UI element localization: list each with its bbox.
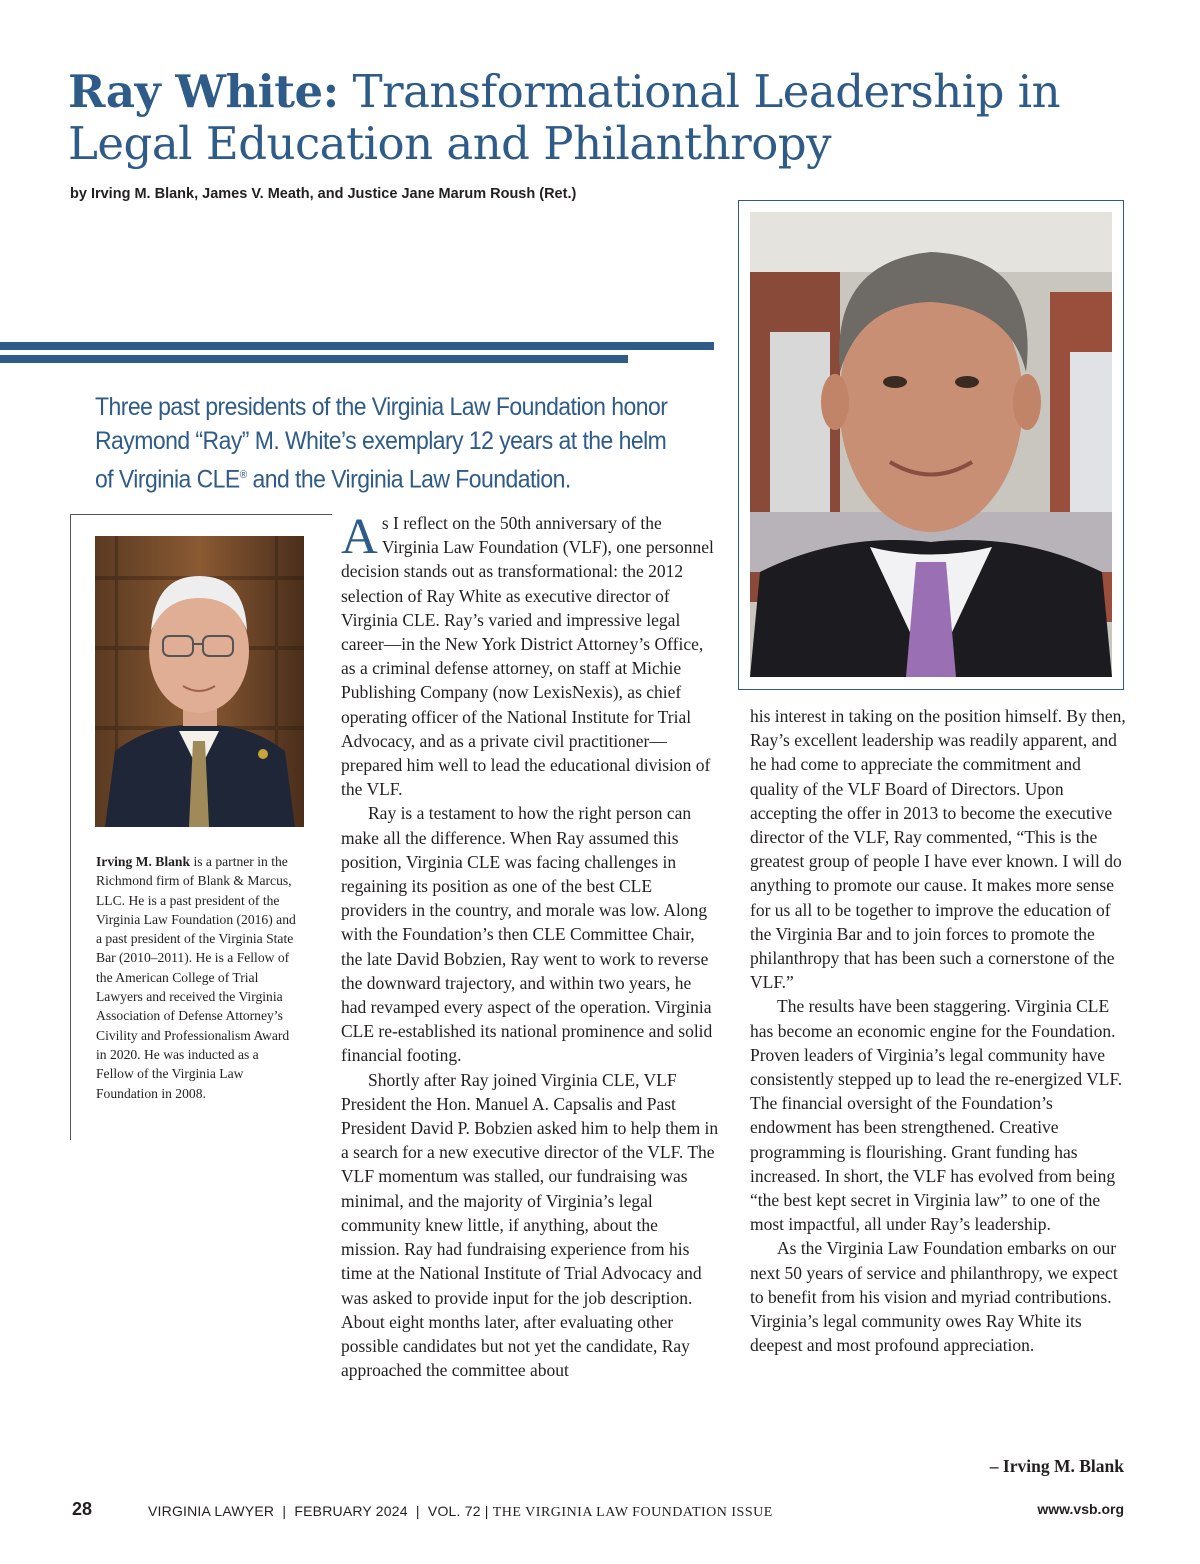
sidebar-left-rule bbox=[70, 514, 71, 1140]
deck-text-1: Three past presidents of the Virginia Law Foundation honor Raymond “Ray” M. White’s exemplary 12 years at the helm of Virginia CLE bbox=[95, 393, 668, 494]
paragraph-4: his interest in taking on the position himself. By then, Ray’s excellent leadership was readily apparent, and he had come to appreciate the commitment and quality of the VLF Board of Directors. Upon accepting the offer in 2013 to become the executive director of the VLF, Ray commented, “This is the greatest group of people I have ever known. I will do anything to promote our cause. It makes more sense for us all to be together to improve the education of the Virginia Bar and to join forces to promote the philanthropy that has been such a cornerstone of the VLF.” bbox=[750, 706, 1126, 993]
title-name: Ray White: bbox=[68, 65, 339, 118]
sidebar-top-rule bbox=[70, 514, 332, 515]
body-column-2 bbox=[750, 704, 1128, 1357]
author-bio bbox=[96, 852, 296, 1103]
bio-name: Irving M. Blank bbox=[96, 854, 191, 869]
byline: by Irving M. Blank, James V. Meath, and Justice Jane Marum Roush (Ret.) bbox=[70, 186, 577, 202]
body-column-1 bbox=[341, 511, 719, 1382]
title-rest: Transformational Leadership in Legal Education and Philanthropy bbox=[68, 65, 1061, 170]
signoff: – Irving M. Blank bbox=[989, 1456, 1124, 1476]
footer-issue: THE VIRGINIA LAW FOUNDATION ISSUE bbox=[492, 1505, 773, 1520]
paragraph-6: As the Virginia Law Foundation embarks on our next 50 years of service and philanthropy, we expect to benefit from his vision and myriad contributions. Virginia’s legal community owes Ray White its deepest and most profound appreciation. bbox=[750, 1238, 1118, 1356]
paragraph-2: Ray is a testament to how the right person can make all the difference. When Ray assumed this position, Virginia CLE was facing challenges in regaining its position as one of the best CLE providers in the country, and morale was low. Along with the Foundation’s then CLE Committee Chair, the late David Bobzien, Ray went to work to reverse the downward trajectory, and within two years, he had revamped every aspect of the operation. Virginia CLE re-established its national prominence and solid financial footing. bbox=[341, 803, 713, 1066]
paragraph-1-text: s I reflect on the 50th anniversary of the Virginia Law Foundation (VLF), one personnel decision stands out as transformational: the 2012 selection of Ray White as executive director of Virginia CLE. Ray’s varied and impressive legal career—in the New York District Attorney’s Office, as a criminal defense attorney, on staff at Michie Publishing Company (now LexisNexis), as chief operating officer of the National Institute for Trial Advocacy, and as a private civil practitioner—prepared him well to lead the educational division of the VLF. bbox=[341, 513, 714, 800]
registered-mark: ® bbox=[239, 469, 247, 481]
drop-cap: A bbox=[341, 509, 378, 565]
paragraph-5: The results have been staggering. Virginia CLE has become an economic engine for the Foundation. Proven leaders of Virginia’s legal community have consistently stepped up to lead the re-energized VLF. The financial oversight of the Foundation’s endowment has been strengthened. Creative programming is flourishing. Grant funding has increased. In short, the VLF has evolved from being “the best kept secret in Virginia law” to one of the most impactful, all under Ray’s leadership. bbox=[750, 996, 1123, 1235]
ray-white-portrait-photo bbox=[750, 212, 1112, 677]
footer-url: www.vsb.org bbox=[1037, 1501, 1124, 1517]
bio-text: is a partner in the Richmond firm of Blank & Marcus, LLC. He is a past president of the Virginia Law Foundation (2016) and a past president of the Virginia State Bar (2010–2011). He is a Fellow of the American College of Trial Lawyers and received the Virginia Association of Defense Attorney’s Civility and Professionalism Award in 2020. He was inducted as a Fellow of the Virginia Law Foundation in 2008. bbox=[96, 854, 296, 1101]
paragraph-1 bbox=[341, 511, 719, 801]
article-title bbox=[68, 66, 1068, 170]
footer-publication bbox=[148, 1503, 773, 1521]
deck-text-2: and the Virginia Law Foundation. bbox=[246, 465, 571, 494]
page-number: 28 bbox=[72, 1499, 93, 1519]
footer-publication-info: VIRGINIA LAWYER | FEBRUARY 2024 | VOL. 72 | bbox=[148, 1503, 493, 1519]
author-portrait-photo bbox=[95, 536, 304, 827]
divider-rule-bottom bbox=[0, 355, 628, 363]
paragraph-3: Shortly after Ray joined Virginia CLE, VLF President the Hon. Manuel A. Capsalis and Past President David P. Bobzien asked him to help them in a search for a new executive director of the VLF. The VLF momentum was stalled, our fundraising was minimal, and the majority of Virginia’s legal community knew little, if anything, about the mission. Ray had fundraising experience from his time at the National Institute of Trial Advocacy and was asked to provide input for the job description. About eight months later, after evaluating other possible candidates but not yet the candidate, Ray approached the committee about bbox=[341, 1069, 719, 1381]
article-deck bbox=[95, 390, 684, 496]
divider-rule-top bbox=[0, 342, 714, 350]
